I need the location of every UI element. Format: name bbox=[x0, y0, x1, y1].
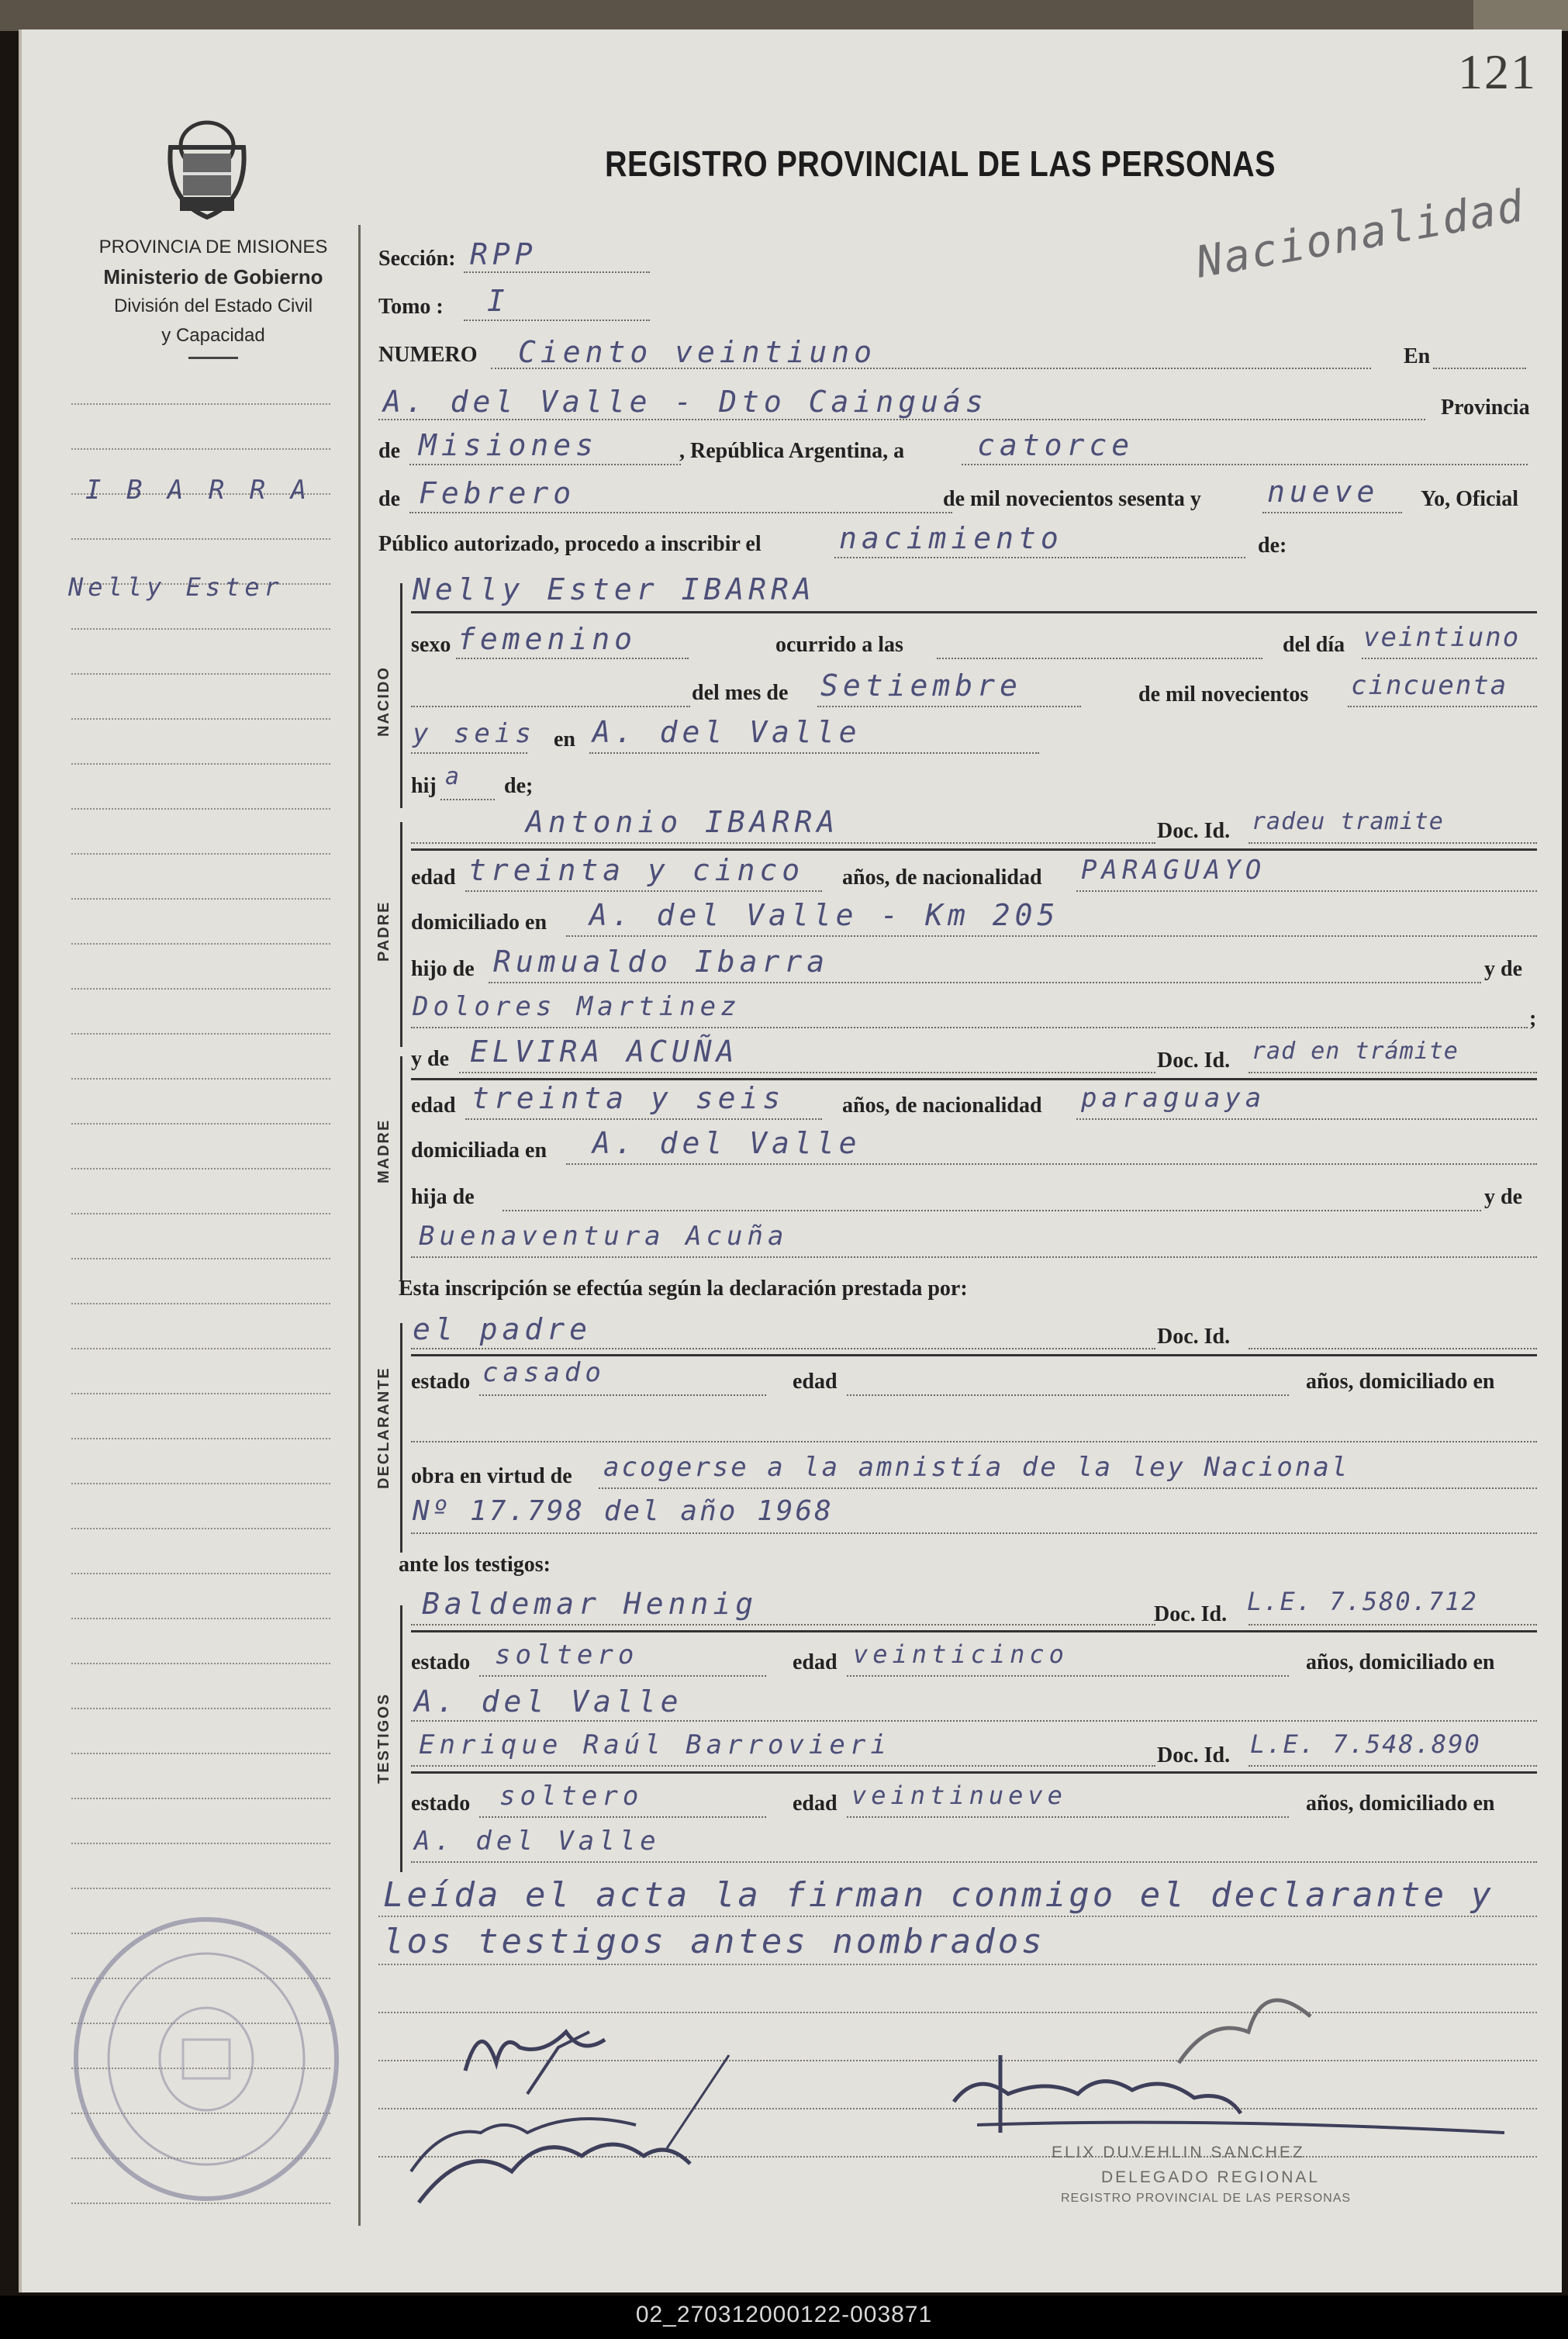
dots bbox=[566, 935, 1537, 937]
value-testigo2-edad: veintinueve bbox=[851, 1781, 1067, 1810]
value-padre-madre: Dolores Martinez bbox=[413, 991, 741, 1022]
value-seccion: RPP bbox=[470, 237, 537, 271]
dots bbox=[503, 1210, 1481, 1211]
dots bbox=[817, 706, 1081, 707]
label-padre-doc: Doc. Id. bbox=[1157, 819, 1231, 843]
dots bbox=[464, 320, 650, 321]
value-testigo2-doc: L.E. 7.548.890 bbox=[1250, 1729, 1481, 1759]
value-testigo1-doc: L.E. 7.580.712 bbox=[1247, 1587, 1478, 1616]
label-en: En bbox=[1404, 344, 1431, 368]
label-testigo1-doc: Doc. Id. bbox=[1154, 1602, 1228, 1626]
dots bbox=[411, 842, 1155, 844]
dots bbox=[411, 1624, 1155, 1626]
rule bbox=[411, 1771, 1537, 1774]
row-padre-dom bbox=[378, 898, 1537, 945]
row-padre-madre bbox=[378, 990, 1537, 1036]
margin-rule bbox=[71, 1618, 330, 1619]
dots bbox=[411, 1720, 1537, 1722]
margin-rule bbox=[71, 1213, 330, 1214]
label-republica: , República Argentina, a bbox=[679, 439, 905, 463]
value-dia-registro: catorce bbox=[977, 428, 1135, 462]
margin-rule bbox=[71, 403, 330, 405]
dots bbox=[459, 1072, 1155, 1073]
row-fecha-registro bbox=[378, 476, 1537, 523]
row-testigo1-estado bbox=[378, 1636, 1537, 1683]
dots bbox=[1249, 842, 1537, 844]
label-madre-dom: domiciliada en bbox=[411, 1138, 547, 1163]
row-declarante-obra-2 bbox=[378, 1495, 1537, 1542]
value-testigo1-estado: soltero bbox=[495, 1639, 639, 1670]
margin-rule bbox=[71, 1708, 330, 1709]
row-declarante-estado bbox=[378, 1357, 1537, 1404]
label-de-colon: de: bbox=[1258, 534, 1287, 558]
label-madre-hija: hija de bbox=[411, 1185, 475, 1209]
label-de-2: de bbox=[378, 487, 400, 511]
ministry-division: División del Estado Civil bbox=[113, 295, 313, 316]
label-padre-dom: domiciliado en bbox=[411, 910, 547, 935]
row-declarante-obra bbox=[378, 1450, 1537, 1497]
row-numero bbox=[378, 335, 1537, 382]
value-testigo2-estado: soltero bbox=[499, 1781, 644, 1812]
value-padre-dom: A. del Valle - Km 205 bbox=[589, 898, 1060, 932]
dots bbox=[599, 1487, 1537, 1489]
value-obra-1: acogerse a la amnistía de la ley Nacional bbox=[603, 1452, 1350, 1483]
rule bbox=[411, 848, 1537, 851]
label-declaracion: Esta inscripción se efectúa según la declaración prestada por: bbox=[399, 1277, 968, 1301]
dots bbox=[847, 1394, 1289, 1396]
label-de-mil-sesenta: de mil novecientos sesenta y bbox=[943, 487, 1201, 511]
value-declarante-nombre: el padre bbox=[413, 1312, 592, 1346]
margin-given-names: Nelly Ester bbox=[68, 572, 284, 602]
value-padre-doc: radeu tramite bbox=[1252, 808, 1444, 835]
dots bbox=[479, 1394, 766, 1396]
row-declarante-dom bbox=[378, 1404, 1537, 1450]
section-label-declarante: DECLARANTE bbox=[375, 1366, 392, 1489]
row-madre-edad bbox=[378, 1081, 1537, 1128]
label-madre-nac: años, de nacionalidad bbox=[842, 1093, 1042, 1118]
label-ocurrido: ocurrido a las bbox=[775, 633, 903, 657]
row-padre-edad bbox=[378, 853, 1537, 900]
dots bbox=[464, 271, 650, 273]
label-numero: NUMERO bbox=[378, 343, 478, 367]
value-anio-registro: nueve bbox=[1267, 475, 1380, 509]
section-label-testigos: TESTIGOS bbox=[375, 1692, 392, 1784]
dots bbox=[411, 1765, 1155, 1767]
page-number: 121 bbox=[1458, 44, 1537, 99]
dots bbox=[456, 658, 689, 659]
label-declarante-anos: años, domiciliado en bbox=[1306, 1370, 1495, 1394]
dots bbox=[589, 752, 1039, 754]
margin-rule bbox=[71, 988, 330, 990]
closing-line-1: Leída el acta la firman conmigo el declarante y bbox=[383, 1875, 1495, 1915]
dots bbox=[409, 464, 681, 465]
label-de: de bbox=[378, 439, 400, 463]
official-registry: REGISTRO PROVINCIAL DE LAS PERSONAS bbox=[1061, 2192, 1352, 2205]
dots bbox=[409, 512, 952, 513]
dots bbox=[411, 1348, 1155, 1349]
row-padre-nombre bbox=[378, 803, 1537, 850]
label-del-dia: del día bbox=[1283, 633, 1345, 657]
dots bbox=[937, 658, 1262, 659]
closing-rule bbox=[378, 1964, 1537, 1965]
row-madre-madre bbox=[378, 1218, 1537, 1264]
label-seccion: Sección: bbox=[378, 247, 456, 271]
label-provincia: Provincia bbox=[1441, 396, 1530, 420]
dots bbox=[378, 419, 1425, 420]
row-testigo2-dom bbox=[378, 1822, 1537, 1869]
dots bbox=[1249, 1765, 1537, 1767]
value-padre-nac: PARAGUAYO bbox=[1081, 855, 1266, 886]
value-hij: a bbox=[445, 763, 465, 790]
dots bbox=[1433, 368, 1526, 369]
ministry-division-2: y Capacidad bbox=[161, 325, 265, 346]
margin-rule bbox=[71, 538, 330, 540]
rule bbox=[411, 611, 1537, 613]
value-padre-edad: treinta y cinco bbox=[468, 853, 805, 887]
label-testigo1-estado: estado bbox=[411, 1650, 471, 1674]
row-madre-hija bbox=[378, 1173, 1537, 1219]
value-padre-nombre: Antonio IBARRA bbox=[526, 805, 840, 839]
dots bbox=[411, 706, 690, 707]
row-madre-dom bbox=[378, 1126, 1537, 1173]
row-hij bbox=[378, 762, 1537, 808]
label-padre-y-de: y de bbox=[1484, 957, 1522, 981]
value-lugar: A. del Valle - Dto Cainguás bbox=[383, 385, 988, 419]
margin-rule bbox=[71, 718, 330, 720]
ministry-block bbox=[62, 233, 364, 359]
value-madre-edad: treinta y seis bbox=[471, 1081, 786, 1115]
rule bbox=[411, 1354, 1537, 1356]
margin-rule bbox=[71, 628, 330, 630]
row-provincia bbox=[378, 428, 1537, 475]
row-testigo2-nombre bbox=[378, 1726, 1537, 1773]
margin-rule bbox=[71, 1033, 330, 1035]
label-declarante-doc: Doc. Id. bbox=[1157, 1325, 1231, 1349]
margin-rule bbox=[71, 1123, 330, 1125]
dots bbox=[834, 557, 1245, 558]
label-de-semi: de; bbox=[504, 774, 534, 798]
dots bbox=[847, 1675, 1289, 1677]
label-semicolon: ; bbox=[1529, 1007, 1537, 1031]
value-madre-nac: paraguaya bbox=[1081, 1083, 1266, 1114]
ministry-rule bbox=[188, 357, 238, 359]
label-testigo2-estado: estado bbox=[411, 1791, 471, 1816]
dots bbox=[566, 1163, 1537, 1165]
margin-rule bbox=[71, 1753, 330, 1754]
value-madre-doc: rad en trámite bbox=[1252, 1038, 1459, 1065]
label-de-mil: de mil novecientos bbox=[1138, 682, 1309, 707]
margin-divider bbox=[358, 225, 361, 2226]
section-label-padre: PADRE bbox=[375, 900, 392, 962]
margin-rule bbox=[71, 1438, 330, 1439]
value-padre-padre: Rumualdo Ibarra bbox=[493, 945, 830, 979]
dots bbox=[465, 890, 822, 892]
dots bbox=[1262, 512, 1402, 513]
row-lugar-nac bbox=[378, 715, 1537, 762]
value-testigo1-nombre: Baldemar Hennig bbox=[422, 1587, 758, 1621]
image-id-caption: 02_270312000122-003871 bbox=[635, 2302, 933, 2327]
value-testigo2-dom: A. del Valle bbox=[414, 1826, 661, 1857]
dots bbox=[440, 799, 495, 800]
section-label-nacido: NACIDO bbox=[375, 666, 392, 737]
margin-rule bbox=[71, 1483, 330, 1484]
margin-rule bbox=[71, 1573, 330, 1574]
label-declarante-estado: estado bbox=[411, 1370, 471, 1394]
label-ante-testigos: ante los testigos: bbox=[399, 1553, 551, 1577]
dots bbox=[1362, 658, 1537, 659]
value-anio-nac-2: y seis bbox=[413, 718, 536, 749]
dots bbox=[411, 1861, 1537, 1863]
dots bbox=[411, 1441, 1537, 1442]
document-title: REGISTRO PROVINCIAL DE LAS PERSONAS bbox=[605, 143, 1276, 184]
label-declarante-edad: edad bbox=[793, 1370, 838, 1394]
value-nombre-nacido: Nelly Ester IBARRA bbox=[413, 572, 816, 606]
row-testigo1-nombre bbox=[378, 1585, 1537, 1632]
label-madre-doc: Doc. Id. bbox=[1157, 1049, 1231, 1073]
label-padre-edad: edad bbox=[411, 865, 456, 890]
row-testigo1-dom bbox=[378, 1681, 1537, 1728]
label-sexo: sexo bbox=[411, 633, 451, 657]
label-testigo1-anos: años, domiciliado en bbox=[1306, 1650, 1495, 1674]
label-obra: obra en virtud de bbox=[411, 1464, 572, 1488]
value-madre-dom: A. del Valle bbox=[592, 1126, 862, 1160]
value-testigo1-dom: A. del Valle bbox=[414, 1684, 683, 1719]
row-padre-hijo bbox=[378, 945, 1537, 991]
value-mes-nac: Setiembre bbox=[820, 669, 1022, 703]
row-tomo bbox=[378, 284, 1537, 335]
row-ante-testigos bbox=[378, 1543, 1537, 1590]
margin-rule bbox=[71, 1888, 330, 1889]
value-tomo: I bbox=[487, 284, 509, 318]
value-declarante-estado: casado bbox=[482, 1357, 606, 1388]
handwritten-annotation: Nacionalidad bbox=[1192, 181, 1528, 288]
value-testigo1-edad: veinticinco bbox=[853, 1639, 1069, 1669]
row-lugar bbox=[378, 382, 1537, 428]
value-sexo: femenino bbox=[458, 622, 637, 656]
dots bbox=[411, 1027, 1528, 1028]
margin-rule bbox=[71, 1303, 330, 1304]
value-dia-nac: veintiuno bbox=[1363, 622, 1521, 653]
label-yo-oficial: Yo, Oficial bbox=[1421, 487, 1518, 511]
row-seccion bbox=[378, 237, 1537, 287]
row-madre-nombre bbox=[378, 1031, 1537, 1078]
coat-of-arms-icon bbox=[157, 115, 257, 222]
value-provincia: Misiones bbox=[419, 428, 599, 462]
label-tomo: Tomo : bbox=[378, 295, 444, 319]
margin-rule bbox=[71, 763, 330, 765]
label-padre-nac: años, de nacionalidad bbox=[842, 865, 1042, 890]
book-binding bbox=[0, 0, 1568, 31]
label-madre-y-de: y de bbox=[411, 1047, 449, 1071]
dots bbox=[411, 1532, 1537, 1534]
rule bbox=[411, 1078, 1537, 1080]
dots bbox=[1249, 1072, 1537, 1073]
value-acto: nacimiento bbox=[839, 521, 1063, 555]
margin-rule bbox=[71, 853, 330, 855]
row-declaracion bbox=[378, 1266, 1537, 1312]
label-testigo1-edad: edad bbox=[793, 1650, 838, 1674]
value-obra-2: Nº 17.798 del año 1968 bbox=[413, 1495, 834, 1527]
dots bbox=[1076, 890, 1537, 892]
margin-rule bbox=[71, 1393, 330, 1394]
dots bbox=[479, 1816, 766, 1818]
dots bbox=[1249, 1624, 1537, 1626]
label-testigo2-edad: edad bbox=[793, 1791, 838, 1816]
dots bbox=[1249, 1348, 1537, 1349]
label-madre-y-de-2: y de bbox=[1484, 1185, 1522, 1209]
margin-rule bbox=[71, 1798, 330, 1799]
official-stamp-icon bbox=[67, 1908, 346, 2210]
label-testigo2-doc: Doc. Id. bbox=[1157, 1743, 1231, 1767]
dots bbox=[489, 982, 1481, 983]
dots bbox=[411, 1256, 1537, 1258]
margin-rule bbox=[71, 898, 330, 900]
ministry-province: PROVINCIA DE MISIONES bbox=[98, 237, 328, 257]
label-del-mes: del mes de bbox=[692, 681, 789, 705]
margin-rule bbox=[71, 808, 330, 810]
label-madre-edad: edad bbox=[411, 1093, 456, 1118]
row-nombre-nacido bbox=[378, 568, 1537, 614]
margin-rule bbox=[71, 943, 330, 945]
label-publico: Público autorizado, procedo a inscribir el bbox=[378, 532, 762, 556]
label-hij: hij bbox=[411, 774, 437, 798]
value-lugar-nac: A. del Valle bbox=[592, 715, 862, 749]
margin-rule bbox=[71, 1258, 330, 1259]
value-madre-madre: Buenaventura Acuña bbox=[419, 1221, 789, 1252]
margin-rule bbox=[71, 1843, 330, 1844]
ministry-name: Ministerio de Gobierno bbox=[103, 265, 323, 288]
dots bbox=[1076, 1118, 1537, 1120]
rule bbox=[411, 1630, 1537, 1632]
closing-line-2: los testigos antes nombrados bbox=[383, 1922, 1045, 1961]
margin-rule bbox=[71, 1078, 330, 1080]
section-label-madre: MADRE bbox=[375, 1118, 392, 1183]
official-title: DELEGADO REGIONAL bbox=[1101, 2168, 1321, 2186]
label-en-lugar: en bbox=[554, 727, 575, 751]
value-anio-nac-1: cincuenta bbox=[1351, 670, 1508, 701]
value-testigo2-nombre: Enrique Raúl Barrovieri bbox=[419, 1729, 891, 1760]
official-name: ELIX DUVEHLIN SANCHEZ bbox=[1052, 2144, 1305, 2161]
row-acto bbox=[378, 521, 1537, 568]
value-numero: Ciento veintiuno bbox=[518, 335, 877, 369]
dots bbox=[479, 1675, 766, 1677]
margin-rule bbox=[71, 1348, 330, 1349]
margin-rule bbox=[71, 1663, 330, 1664]
margin-surname: I B A R R A bbox=[85, 475, 312, 506]
row-sexo bbox=[378, 620, 1537, 667]
dots bbox=[1348, 706, 1537, 707]
row-declarante-nombre bbox=[378, 1309, 1537, 1356]
margin-rule bbox=[71, 448, 330, 450]
dots bbox=[465, 1118, 822, 1120]
value-mes-registro: Febrero bbox=[419, 476, 576, 510]
dots bbox=[847, 1816, 1289, 1818]
label-testigo2-anos: años, domiciliado en bbox=[1306, 1791, 1495, 1816]
margin-rule bbox=[71, 1528, 330, 1529]
dots bbox=[962, 464, 1528, 465]
row-testigo2-estado bbox=[378, 1779, 1537, 1826]
label-padre-hijo: hijo de bbox=[411, 957, 475, 981]
closing-rule bbox=[378, 1916, 1537, 1917]
margin-rule bbox=[71, 1168, 330, 1170]
margin-rule bbox=[71, 673, 330, 675]
row-mes-nac bbox=[378, 669, 1537, 715]
dots bbox=[411, 752, 527, 754]
value-madre-nombre: ELVIRA ACUÑA bbox=[470, 1035, 739, 1069]
